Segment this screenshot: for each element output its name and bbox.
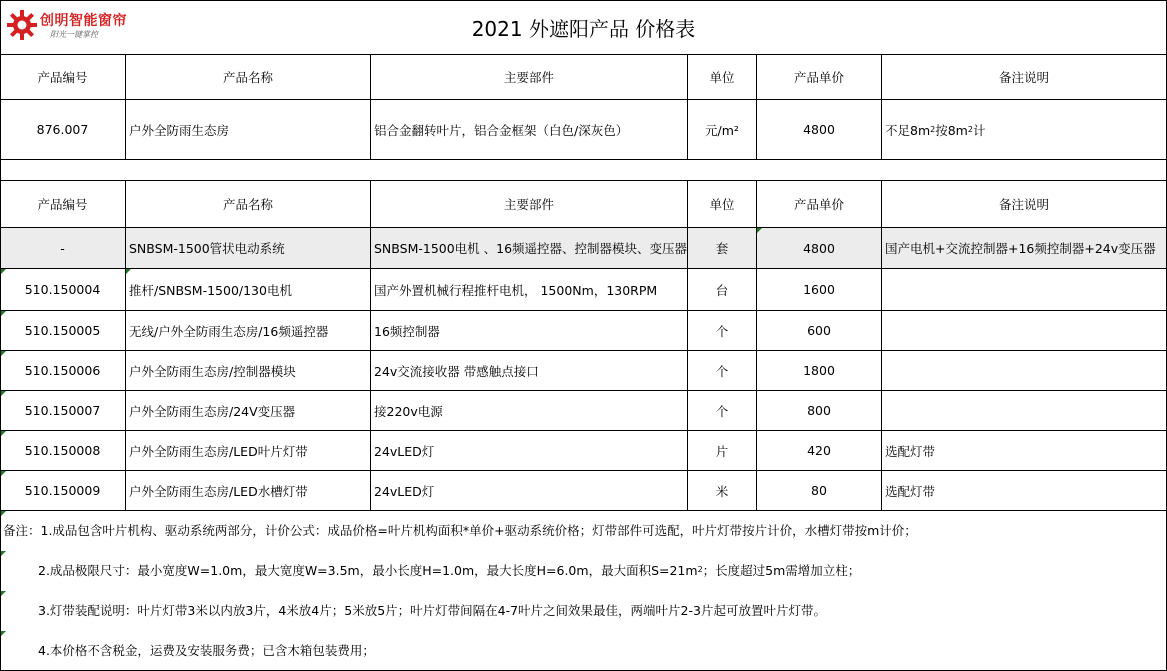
cell-marker: [1, 631, 6, 636]
cell-note: 国产电机+交流控制器+16频控制器+24v变压器: [885, 241, 1156, 256]
cell-parts: 16频控制器: [374, 323, 440, 339]
cell-marker: [1, 269, 6, 274]
logo-name: 创明智能窗帘: [40, 13, 127, 29]
cell-unit: 片: [715, 443, 729, 459]
header-price: 产品单价: [793, 197, 844, 212]
cell-name: 户外全防雨生态房: [129, 122, 230, 138]
cell-note: 选配灯带: [885, 483, 936, 499]
grid-line: [0, 0, 1167, 1]
cell-marker: [757, 228, 762, 233]
cell-marker: [1, 511, 6, 516]
cell-unit: 元/m²: [705, 122, 739, 138]
note-4: 4.本价格不含税金，运费及安装服务费；已含木箱包装费用；: [38, 643, 375, 658]
cell-price: 420: [807, 443, 831, 458]
cell-parts: 24vLED灯: [374, 443, 435, 459]
header-code: 产品编号: [37, 197, 88, 212]
cell-name: 无线/户外全防雨生态房/16频遥控器: [129, 323, 329, 339]
cell-note: [882, 311, 1166, 350]
cell-marker: [1, 431, 6, 436]
header-unit: 单位: [709, 197, 735, 212]
cell-parts: 24v交流接收器 带感触点接口: [374, 363, 539, 379]
cell-unit: 个: [715, 403, 729, 419]
sheet-title: 2021 外遮阳产品 价格表: [471, 17, 696, 41]
header-name: 产品名称: [222, 70, 273, 85]
grid-line: [0, 510, 1167, 511]
cell-note: 不足8m 2 按8m 2 计: [885, 122, 986, 138]
note-2: 2.成品极限尺寸：最小宽度W=1.0m，最大宽度W=3.5m，最小长度H=1.0m，最大长度H=6.0m，最大面积S=21m 2 ；长度超过5m需增加立柱；: [38, 563, 861, 578]
cell-price: 1600: [803, 282, 835, 297]
cell-price: 4800: [803, 240, 835, 256]
cell-marker: [1, 311, 6, 316]
cell-unit: 个: [715, 363, 729, 379]
cell-parts: 铝合金翻转叶片，铝合金框架（白色/深灰色）: [374, 122, 629, 138]
cell-name: 户外全防雨生态房/控制器模块: [129, 363, 296, 379]
note-1: 备注：1.成品包含叶片机构、驱动系统两部分，计价公式：成品价格=叶片机构面积*单价+驱动系统价格；灯带部件可选配，叶片灯带按片计价，水槽灯带按m计价；: [3, 523, 917, 538]
cell-note: [882, 269, 1166, 310]
cell-name: 户外全防雨生态房/LED叶片灯带: [129, 443, 308, 459]
cell-code: 510.150004: [24, 282, 101, 297]
cell-marker: [126, 269, 131, 274]
cell-code: 876.007: [36, 122, 89, 137]
cell-parts: 24vLED灯: [374, 483, 435, 499]
header-note: 备注说明: [998, 197, 1049, 212]
cell-code: -: [60, 240, 65, 256]
cell-name: 户外全防雨生态房/LED水槽灯带: [129, 483, 308, 499]
cell-unit: 米: [715, 483, 729, 499]
cell-price: 4800: [803, 122, 835, 137]
cell-marker: [1, 551, 6, 556]
cell-name: 户外全防雨生态房/24V变压器: [129, 403, 296, 419]
cell-name: SNBSM-1500管状电动系统: [129, 241, 285, 256]
header-parts: 主要部件: [503, 70, 554, 85]
cell-marker: [1, 351, 6, 356]
cell-parts: 国产外置机械行程推杆电机， 1500Nm，130RPM: [374, 282, 658, 298]
cell-note: [882, 391, 1166, 430]
cell-note: [882, 351, 1166, 390]
header-price: 产品单价: [793, 70, 844, 85]
cell-marker: [1, 591, 6, 596]
header-note: 备注说明: [998, 70, 1049, 85]
cell-price: 1800: [803, 363, 835, 378]
grid-line: [0, 159, 1167, 160]
logo-slogan: 阳光一键掌控: [50, 30, 98, 39]
cell-code: 510.150005: [24, 323, 101, 338]
cell-code: 510.150006: [24, 363, 101, 378]
cell-unit: 套: [715, 241, 729, 256]
cell-note: 选配灯带: [885, 443, 936, 459]
cell-marker: [1, 391, 6, 396]
cell-parts: 接220v电源: [374, 403, 443, 419]
note-3: 3.灯带装配说明：叶片灯带3米以内放3片，4米放4片；5米放5片；叶片灯带间隔在4-7叶片之间效果最佳，两端叶片2-3片起可放置叶片灯带。: [38, 603, 826, 618]
cell-marker: [1, 471, 6, 476]
cell-price: 80: [811, 483, 827, 498]
cell-code: 510.150009: [24, 483, 101, 498]
cell-code: 510.150007: [24, 403, 101, 418]
header-parts: 主要部件: [503, 197, 554, 212]
cell-unit: 个: [715, 323, 729, 339]
header-name: 产品名称: [222, 197, 273, 212]
cell-unit: 台: [715, 282, 729, 298]
cell-name: 推杆/SNBSM-1500/130电机: [129, 282, 292, 298]
cell-code: 510.150008: [24, 443, 101, 458]
cell-price: 800: [807, 403, 831, 418]
cell-parts: SNBSM-1500电机 、16频遥控器、控制器模块、变压器: [374, 241, 687, 256]
cell-price: 600: [807, 323, 831, 338]
header-code: 产品编号: [37, 70, 88, 85]
header-unit: 单位: [709, 70, 735, 85]
